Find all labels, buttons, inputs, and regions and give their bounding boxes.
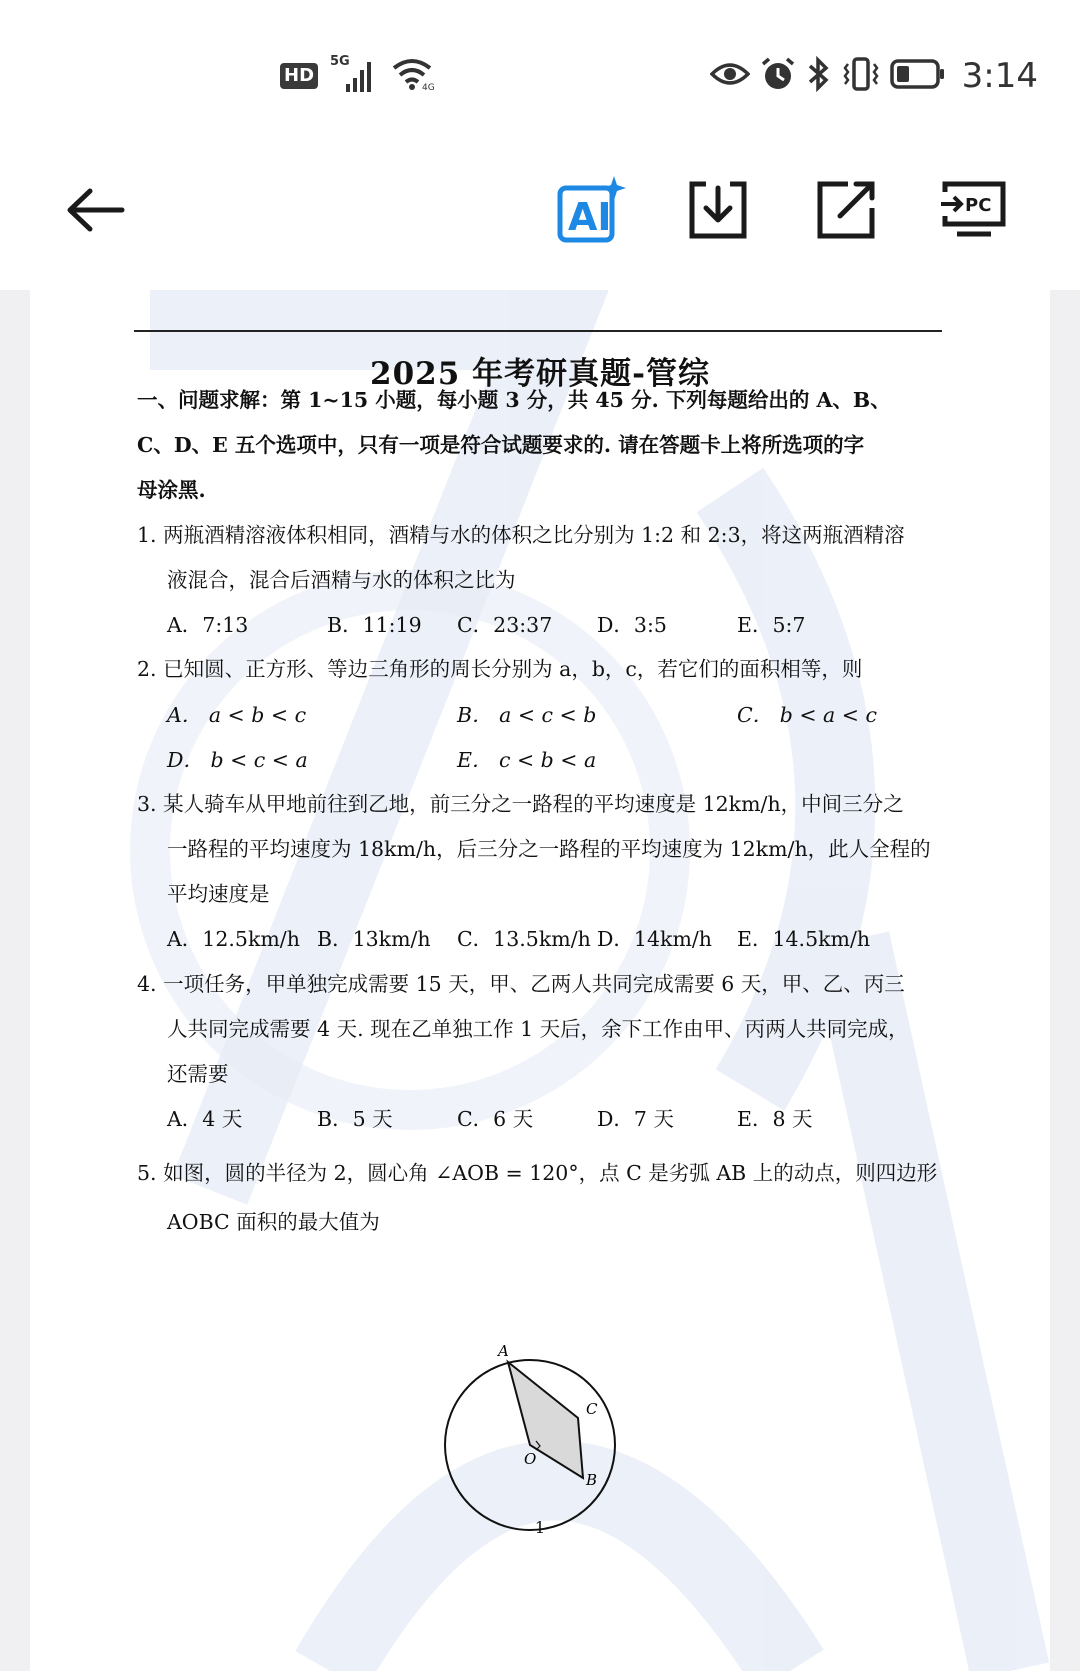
send-to-pc-button[interactable]: [936, 172, 1012, 248]
label-a: A: [498, 1342, 509, 1360]
send-to-pc-icon: [939, 178, 1009, 242]
question-1-text: 液混合，混合后酒精与水的体积之比为: [167, 568, 516, 592]
ai-label: AI: [568, 195, 612, 239]
q4-option-c: C．6 天: [457, 1107, 534, 1131]
network-label: 5G: [330, 54, 350, 69]
q3-option-c: C．13.5km/h: [457, 927, 591, 951]
page-number: 1: [534, 1518, 546, 1537]
question-1-text: 1. 两瓶酒精溶液体积相同，酒精与水的体积之比分别为 1:2 和 2:3，将这两瓶酒精溶: [137, 523, 905, 547]
question-5-text: AOBC 面积的最大值为: [167, 1210, 380, 1234]
status-right: [710, 52, 1038, 100]
eye-icon: [710, 59, 750, 93]
instruction-line: C、D、E 五个选项中，只有一项是符合试题要求的. 请在答题卡上将所选项的字: [137, 433, 865, 457]
signal-icon: [330, 54, 378, 94]
question-4-text: 4. 一项任务，甲单独完成需要 15 天，甲、乙两人共同完成需要 6 天，甲、乙、丙三: [137, 972, 905, 996]
q1-option-c: C．23:37: [457, 613, 553, 637]
q1-option-e: E．5:7: [737, 613, 806, 637]
q2-option-e: E． c < b < a: [457, 748, 597, 772]
instruction-line: 一、问题求解：第 1~15 小题，每小题 3 分，共 45 分. 下列每题给出的 A、B、: [137, 388, 891, 412]
open-external-button[interactable]: [808, 172, 884, 248]
battery-icon: [890, 58, 946, 94]
bluetooth-icon: [806, 56, 832, 96]
back-arrow-icon: [64, 185, 128, 235]
q4-option-d: D．7 天: [597, 1107, 674, 1131]
q2-option-b: B． a < c < b: [457, 703, 597, 727]
hd-badge: HD: [280, 63, 318, 89]
pc-label: PC: [965, 195, 992, 216]
document-title: 2025 年考研真题-管综: [370, 356, 710, 392]
document-page: [30, 290, 1050, 1671]
toolbar: [0, 150, 1080, 290]
vibrate-icon: [842, 56, 880, 96]
question-3-text: 平均速度是: [167, 882, 270, 906]
download-icon: [686, 178, 750, 242]
q3-option-b: B．13km/h: [317, 927, 431, 951]
q4-option-a: A．4 天: [167, 1107, 243, 1131]
ai-assistant-button[interactable]: [552, 172, 628, 248]
q4-option-e: E．8 天: [737, 1107, 813, 1131]
q1-option-a: A．7:13: [167, 613, 249, 637]
header-rule: [134, 330, 942, 332]
label-b: B: [586, 1471, 598, 1489]
q3-option-a: A．12.5km/h: [167, 927, 300, 951]
quadrilateral-aobc: [508, 1362, 583, 1478]
question-3-text: 一路程的平均速度为 18km/h，后三分之一路程的平均速度为 12km/h，此人全程的: [167, 837, 931, 861]
label-o: O: [524, 1450, 537, 1468]
alarm-icon: [760, 56, 796, 96]
q3-option-e: E．14.5km/h: [737, 927, 871, 951]
open-external-icon: [814, 178, 878, 242]
back-button[interactable]: [58, 172, 134, 248]
ai-sparkle-icon: [554, 174, 626, 246]
download-button[interactable]: [680, 172, 756, 248]
q4-option-b: B．5 天: [317, 1107, 393, 1131]
label-c: C: [586, 1400, 598, 1418]
document-viewer[interactable]: [0, 290, 1080, 1671]
q3-option-d: D．14km/h: [597, 927, 712, 951]
status-bar: [0, 0, 1080, 150]
status-left: [280, 56, 434, 96]
question-4-text: 人共同完成需要 4 天. 现在乙单独工作 1 天后，余下工作由甲、丙两人共同完成，: [167, 1017, 909, 1041]
question-4-text: 还需要: [167, 1062, 229, 1086]
svg-text:4G: 4G: [422, 83, 435, 92]
q2-option-c: C． b < a < c: [737, 703, 877, 727]
question-5-text: 5. 如图，圆的半径为 2，圆心角 ∠AOB = 120°，点 C 是劣弧 AB 上的动点，则四边形: [137, 1161, 938, 1185]
wifi-icon: [390, 56, 434, 96]
q1-option-b: B．11:19: [327, 613, 422, 637]
q2-option-d: D． b < c < a: [167, 748, 308, 772]
question-3-text: 3. 某人骑车从甲地前往到乙地，前三分之一路程的平均速度是 12km/h，中间三分之: [137, 792, 904, 816]
q2-option-a: A． a < b < c: [167, 703, 307, 727]
instruction-line: 母涂黑.: [137, 478, 206, 502]
clock: 3:14: [961, 56, 1038, 96]
circle-figure: [430, 1340, 650, 1540]
q1-option-d: D．3:5: [597, 613, 667, 637]
question-2-text: 2. 已知圆、正方形、等边三角形的周长分别为 a，b，c，若它们的面积相等，则: [137, 657, 863, 681]
